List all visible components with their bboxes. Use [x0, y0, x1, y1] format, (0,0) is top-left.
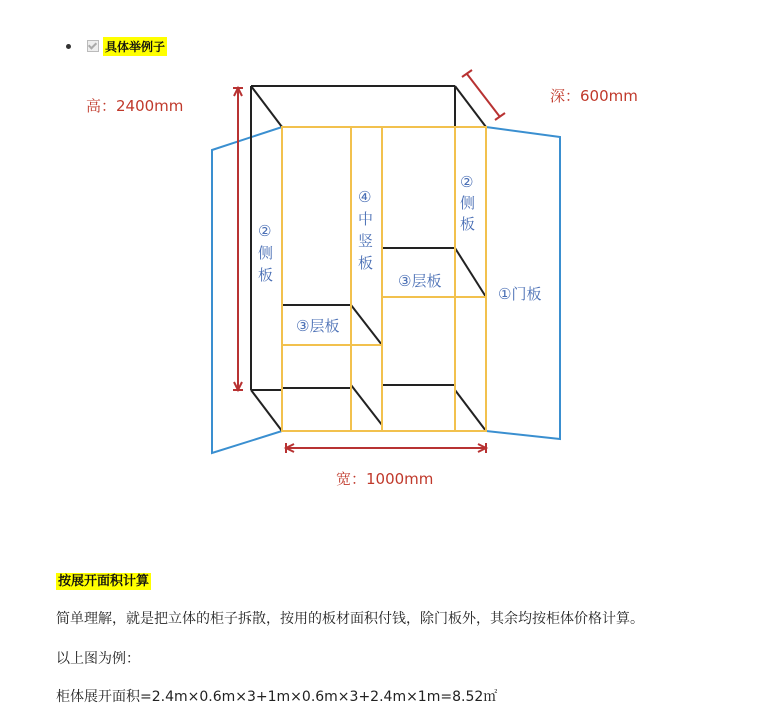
section-title-text: 按展开面积计算	[58, 574, 150, 589]
side-left-char-3: 板	[258, 266, 274, 284]
side-panel-right-label	[460, 173, 475, 233]
side-left-char-2: 侧	[258, 244, 274, 262]
shelf-right-label: ③层板	[398, 272, 442, 290]
side-right-char-1: ②	[460, 173, 474, 191]
checkbox-icon[interactable]	[87, 40, 99, 52]
middle-char-3: 竖	[358, 232, 374, 250]
height-label: 高：2400mm	[86, 97, 184, 115]
example-heading: 具体举例子	[103, 37, 167, 56]
side-left-char-1: ②	[258, 222, 272, 240]
cabinet-diagram	[0, 60, 765, 500]
middle-char-1: ④	[358, 188, 372, 206]
middle-panel-label	[358, 188, 373, 272]
bullet-dot	[66, 44, 71, 49]
shelf-left-label: ③层板	[296, 317, 340, 335]
middle-char-2: 中	[358, 210, 374, 228]
side-right-char-3: 板	[460, 215, 476, 233]
side-right-char-2: 侧	[460, 194, 476, 212]
door-right	[486, 127, 560, 439]
explanation-paragraph: 简单理解，就是把立体的柜子拆散，按用的板材面积付钱，除门板外，其余均按柜体价格计算。	[56, 611, 644, 627]
door-left	[212, 127, 282, 453]
door-label: ①门板	[498, 285, 542, 303]
area-formula: 柜体展开面积=2.4m×0.6m×3+1m×0.6m×3+2.4m×1m=8.52㎡	[56, 689, 498, 705]
section-title	[56, 570, 151, 589]
middle-char-4: 板	[358, 254, 374, 272]
example-intro: 以上图为例：	[56, 651, 140, 667]
example-bullet	[66, 36, 167, 56]
side-panel-left-label	[258, 222, 273, 284]
depth-label: 深：600mm	[550, 87, 638, 105]
width-label: 宽：1000mm	[336, 470, 434, 488]
